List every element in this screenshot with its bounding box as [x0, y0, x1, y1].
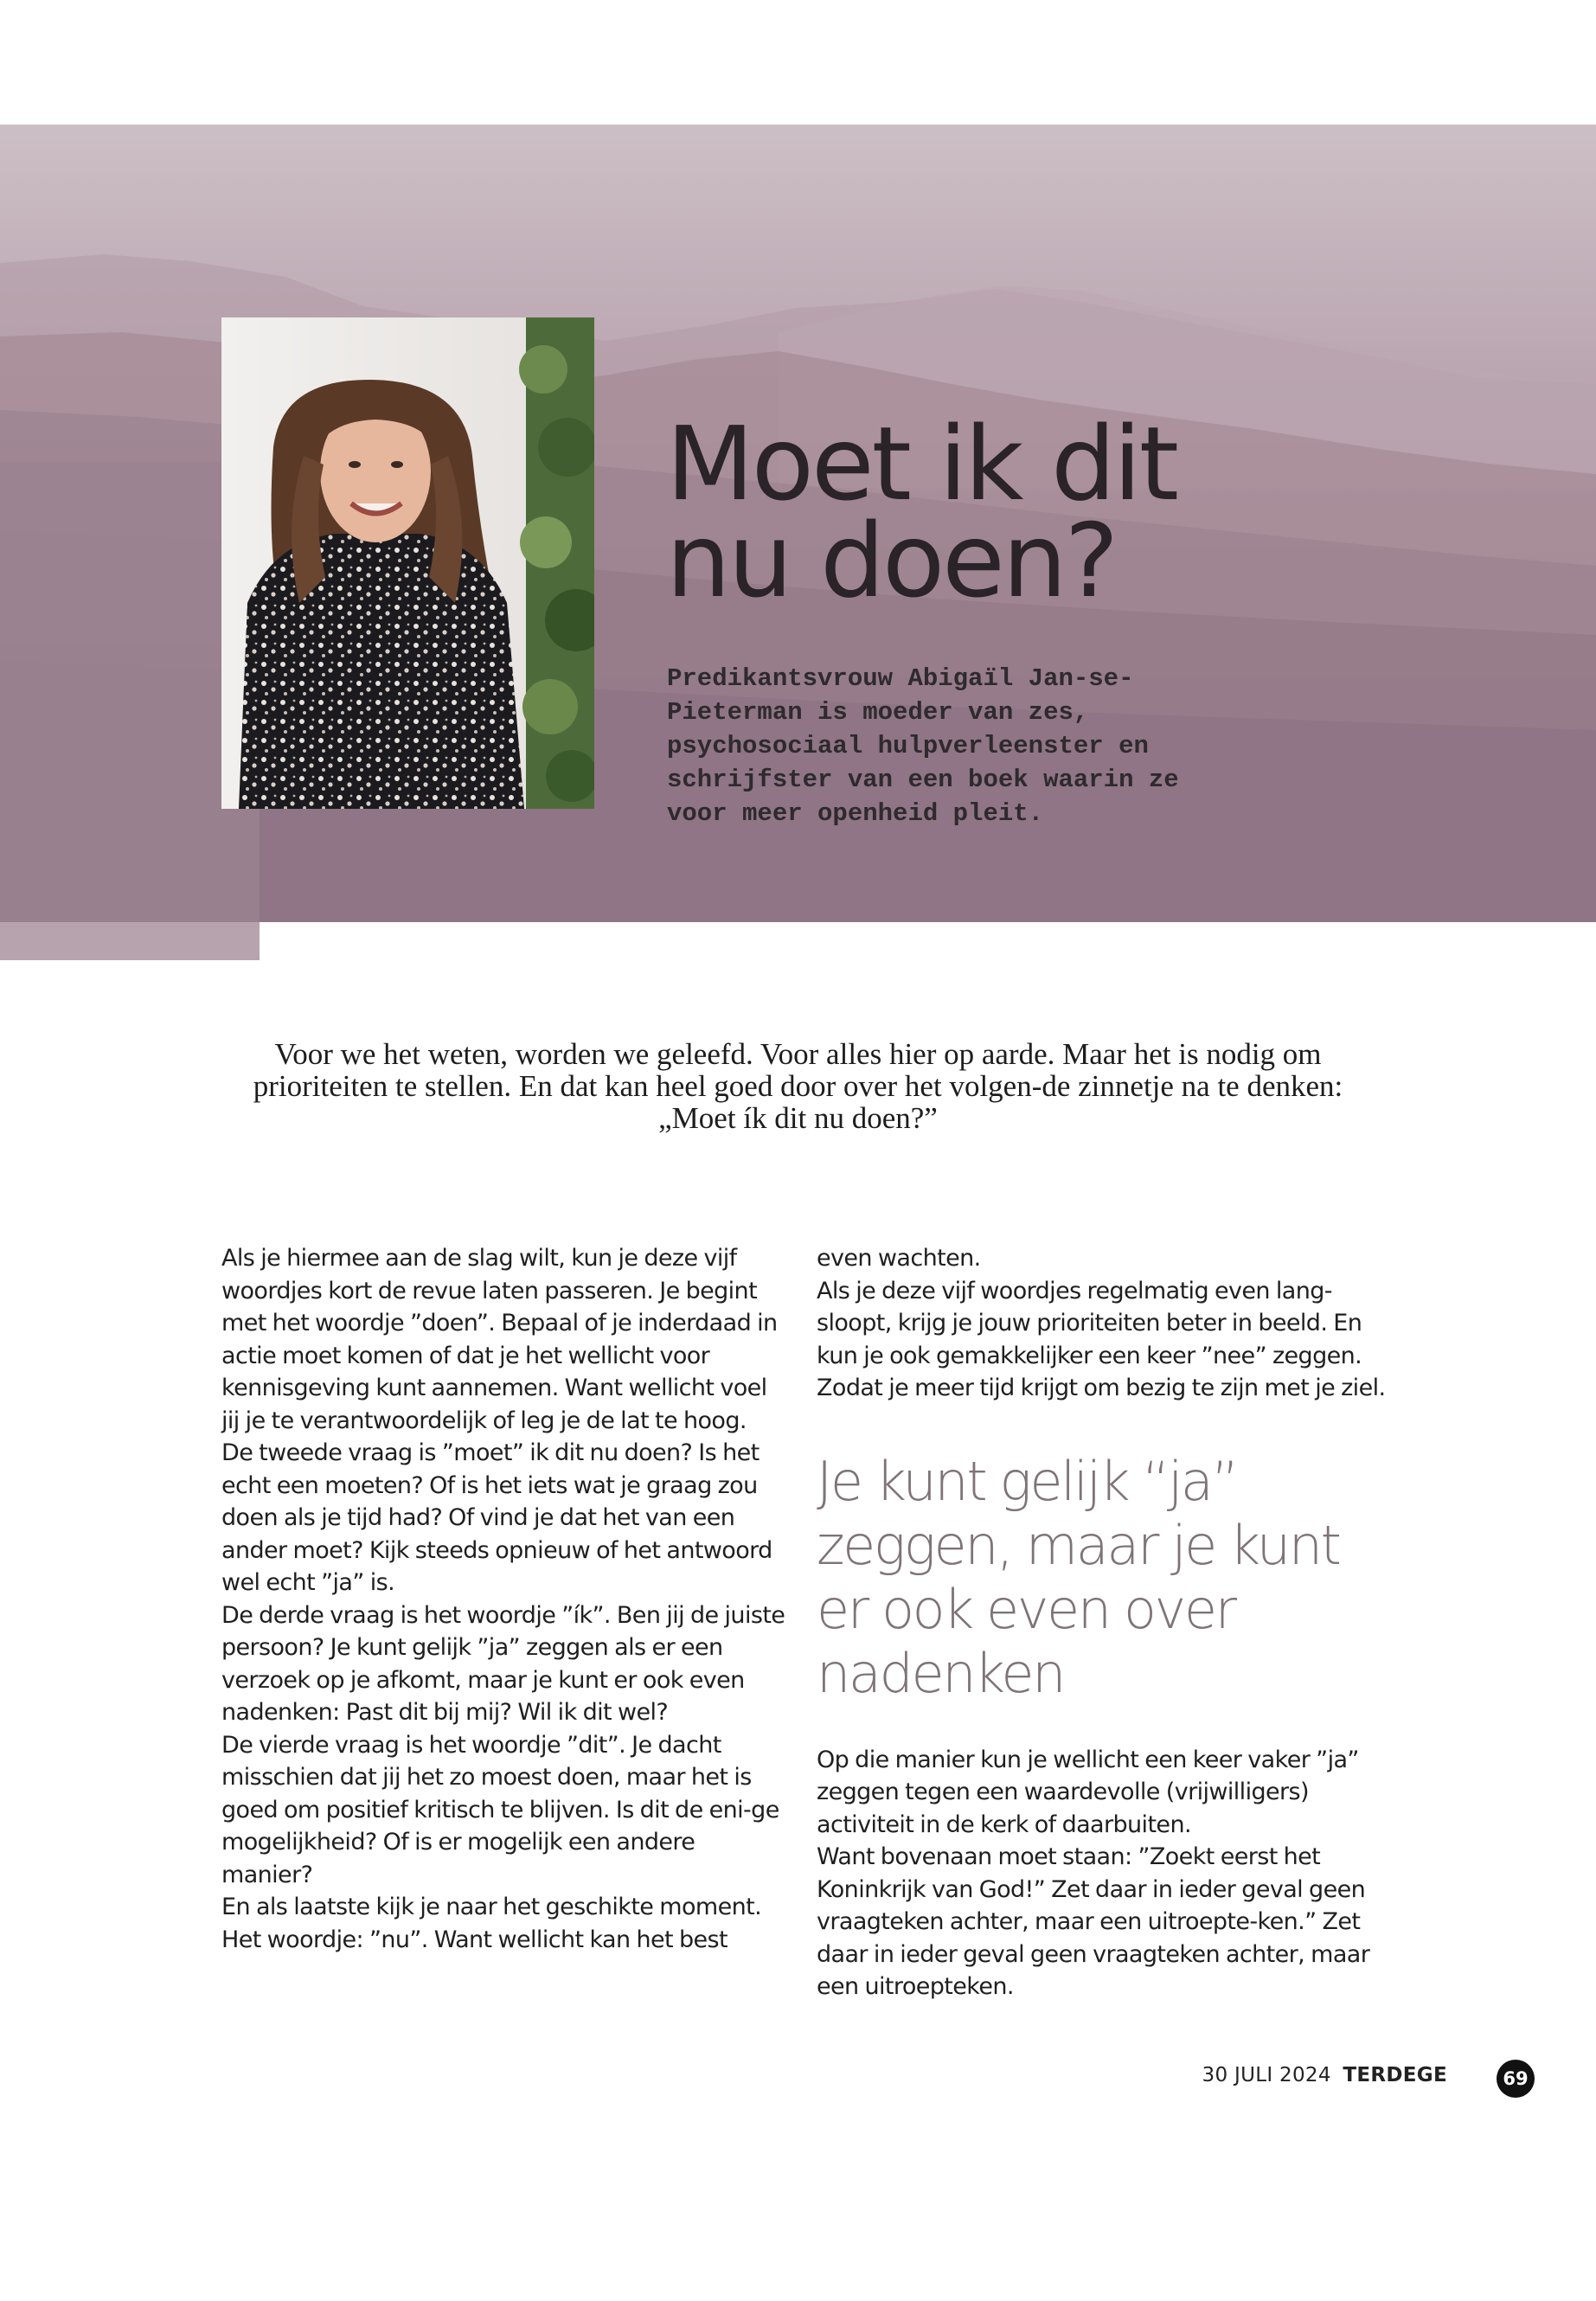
left-paragraph-2: De tweede vraag is ”moet” ik dit nu doen? Is het echt een moeten? Of is het iets wat je graag zou doen als je tijd had? Of vind je dat het van een ander moet? Kijk steeds opnieuw of het antwoord wel echt ”ja” is.	[221, 1439, 772, 1596]
right-paragraph-2: Als je deze vijf woordjes regelmatig even lang-sloopt, krijg je jouw prioriteiten beter in beeld. En kun je ook gemakkelijker een keer ”nee” zeggen.	[817, 1277, 1362, 1369]
portrait-illustration	[221, 317, 594, 809]
right-paragraph-1: even wachten.	[817, 1245, 981, 1272]
left-paragraph-4: De vierde vraag is het woordje ”dit”. Je dacht misschien dat jij het zo moest doen, maar het is goed om positief kritisch te blijven. Is dit de eni-ge mogelijkheid? Of is er mogelijk een andere manier?	[221, 1731, 779, 1888]
article-title	[666, 404, 1358, 620]
article-intro: Predikantsvrouw Abigaïl Jan-se-Pieterman is moeder van zes, psychosociaal hulpverleenster en schrijfster van een boek waarin ze voor meer openheid pleit.	[667, 664, 1179, 828]
left-paragraph-5: En als laatste kijk je naar het geschikte moment. Het woordje: ”nu”. Want wellicht kan het best	[221, 1894, 762, 1953]
right-column	[817, 1242, 1388, 2003]
article-title-line-1: Moet ik dit	[666, 404, 1176, 523]
magazine-brand: TERDEGE	[1343, 2064, 1447, 2086]
article-lead: Voor we het weten, worden we geleefd. Voor alles hier op aarde. Maar het is nodig om prioriteiten te stellen. En dat kan heel goed door over het volgen-de zinnetje na te denken: „Moet ík dit nu doen?”	[253, 1037, 1343, 1135]
decorative-block-lower	[0, 922, 260, 960]
left-paragraph-3: De derde vraag is het woordje ”ík”. Ben jij de juiste persoon? Je kunt gelijk ”ja” zeggen als er een verzoek op je afkomt, maar je kunt er ook even nadenken: Past dit bij mij? Wil ik dit wel?	[221, 1601, 785, 1726]
portrait-photo	[221, 317, 594, 809]
pull-quote: Je kunt gelijk “ja” zeggen, maar je kunt er ook even over nadenken	[817, 1449, 1340, 1705]
page-footer	[1202, 2064, 1447, 2086]
article-title-line-2: nu doen?	[666, 501, 1117, 620]
issue-date: 30 JULI 2024	[1202, 2064, 1331, 2086]
right-paragraph-4: Op die manier kun je wellicht een keer vaker ”ja” zeggen tegen een waardevolle (vrijwilligers) activiteit in de kerk of daarbuiten.	[817, 1746, 1359, 1838]
left-paragraph-1: Als je hiermee aan de slag wilt, kun je deze vijf woordjes kort de revue laten passeren. Je begint met het woordje ”doen”. Bepaal of je inderdaad in actie moet komen of dat je het wellicht voor kennisgeving kunt aannemen. Want wellicht voel jij je te verantwoordelijk of leg je de lat te hoog.	[221, 1245, 778, 1434]
right-paragraph-3: Zodat je meer tijd krijgt om bezig te zijn met je ziel.	[817, 1375, 1386, 1401]
right-paragraph-5: Want bovenaan moet staan: ”Zoekt eerst het Koninkrijk van God!” Zet daar in ieder geval geen vraagteken achter, maar een uitroepte-ken.” Zet daar in ieder geval geen vraagteken achter, maar een uitroepteken.	[817, 1843, 1370, 2000]
page-number-badge: 69	[1497, 2060, 1535, 2098]
left-column	[221, 1242, 788, 1956]
decorative-block	[0, 462, 260, 960]
